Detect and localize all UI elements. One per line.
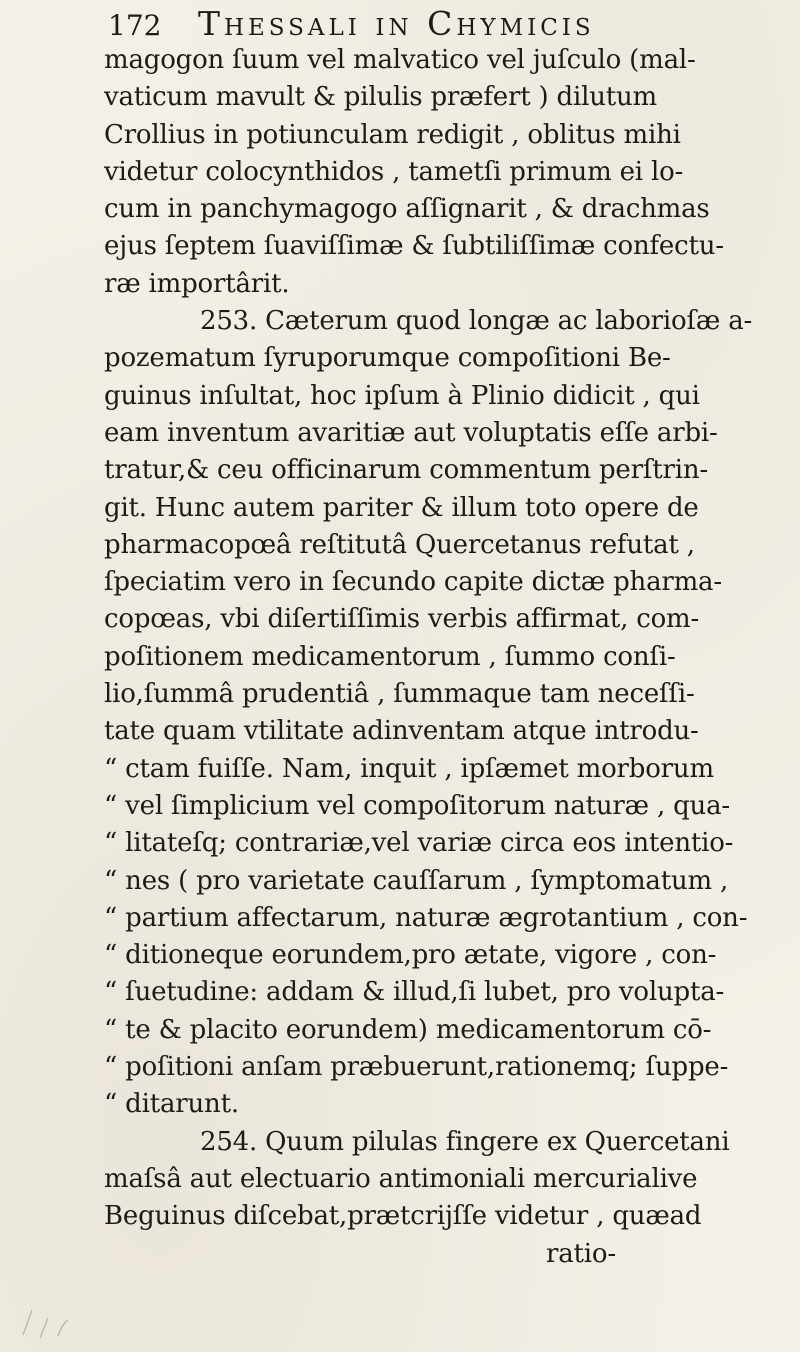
text-line: vaticum mavult & pilulis præfert ) dilutum [104,82,657,113]
text-line: eam inventum avaritiæ aut voluptatis eſſe arbi- [104,417,718,448]
quoted-line: “ ctam fuiſſe. Nam, inquit , ipſæmet morborum [104,753,714,784]
quoted-line: “ partium affectarum, naturæ ægrotantium , con- [104,902,748,933]
quoted-line: “ poſitioni anſam præbuerunt,rationemq; ſuppe- [104,1052,729,1083]
text-line: guinus inſultat, hoc ipſum à Plinio didicit , qui [104,380,700,411]
text-line: magogon ſuum vel malvatico vel juſculo (mal- [104,45,696,75]
quoted-line: “ te & placito eorundem) medicamentorum cō- [104,1014,712,1045]
text-line: tratur,& ceu officinarum commentum perſtrin- [104,455,708,486]
quoted-line: “ vel ſimplicium vel compoſitorum naturæ , qua- [104,790,730,821]
page-number: 172 [108,9,162,42]
text-line: ræ importârit. [104,268,290,299]
running-head [108,2,788,46]
text-line: poſitionem medicamentorum , ſummo conſi- [104,641,676,672]
quoted-line: “ nes ( pro varietate cauſſarum , ſymptomatum , [104,865,729,896]
quoted-line: “ ditarunt. [104,1089,239,1120]
text-line: videtur colocynthidos , tametſi primum ei lo- [104,156,684,187]
text-line: Beguinus diſcebat,prætcrijſſe videtur , quæad [104,1201,702,1232]
running-title: Thessali in Chymicis [197,4,595,43]
paragraph-start-line: 253. Cæterum quod longæ ac laborioſæ a- [200,306,753,337]
quoted-line: “ ditioneque eorundem,pro ætate, vigore , con- [104,940,717,971]
text-line: Crollius in potiunculam redigit , oblitus mihi [104,119,681,150]
text-line: cum in panchymagogo aſſignarit , & drachmas [104,194,710,225]
text-line: ſpeciatim vero in ſecundo capite dictæ pharma- [104,567,722,598]
text-line: ejus ſeptem ſuaviſſimæ & ſubtiliſſimæ confectu- [104,231,724,262]
text-line: pharmacopœâ reſtitutâ Quercetanus refutat , [104,529,695,560]
body-text [104,42,794,1273]
quoted-line: “ ſuetudine: addam & illud,ſi lubet, pro volupta- [104,977,725,1008]
paper-stain-mark [18,1290,78,1340]
text-line: git. Hunc autem pariter & illum toto opere de [104,492,699,523]
text-line: lio,ſummâ prudentiâ , ſummaque tam neceſſi- [104,679,695,710]
quoted-line: “ litateſq; contrariæ,vel variæ circa eos intentio- [104,828,734,859]
text-line: maſsâ aut electuario antimoniali mercurialive [104,1163,698,1194]
text-line: copœas, vbi diſertiſſimis verbis affirmat, com- [104,604,700,635]
text-line: pozematum ſyruporumque compoſitioni Be- [104,343,671,374]
text-line: tate quam vtilitate adinventam atque introdu- [104,716,699,747]
paragraph-start-line: 254. Quum pilulas fingere ex Quercetani [200,1126,730,1157]
catchword: ratio- [546,1238,616,1269]
